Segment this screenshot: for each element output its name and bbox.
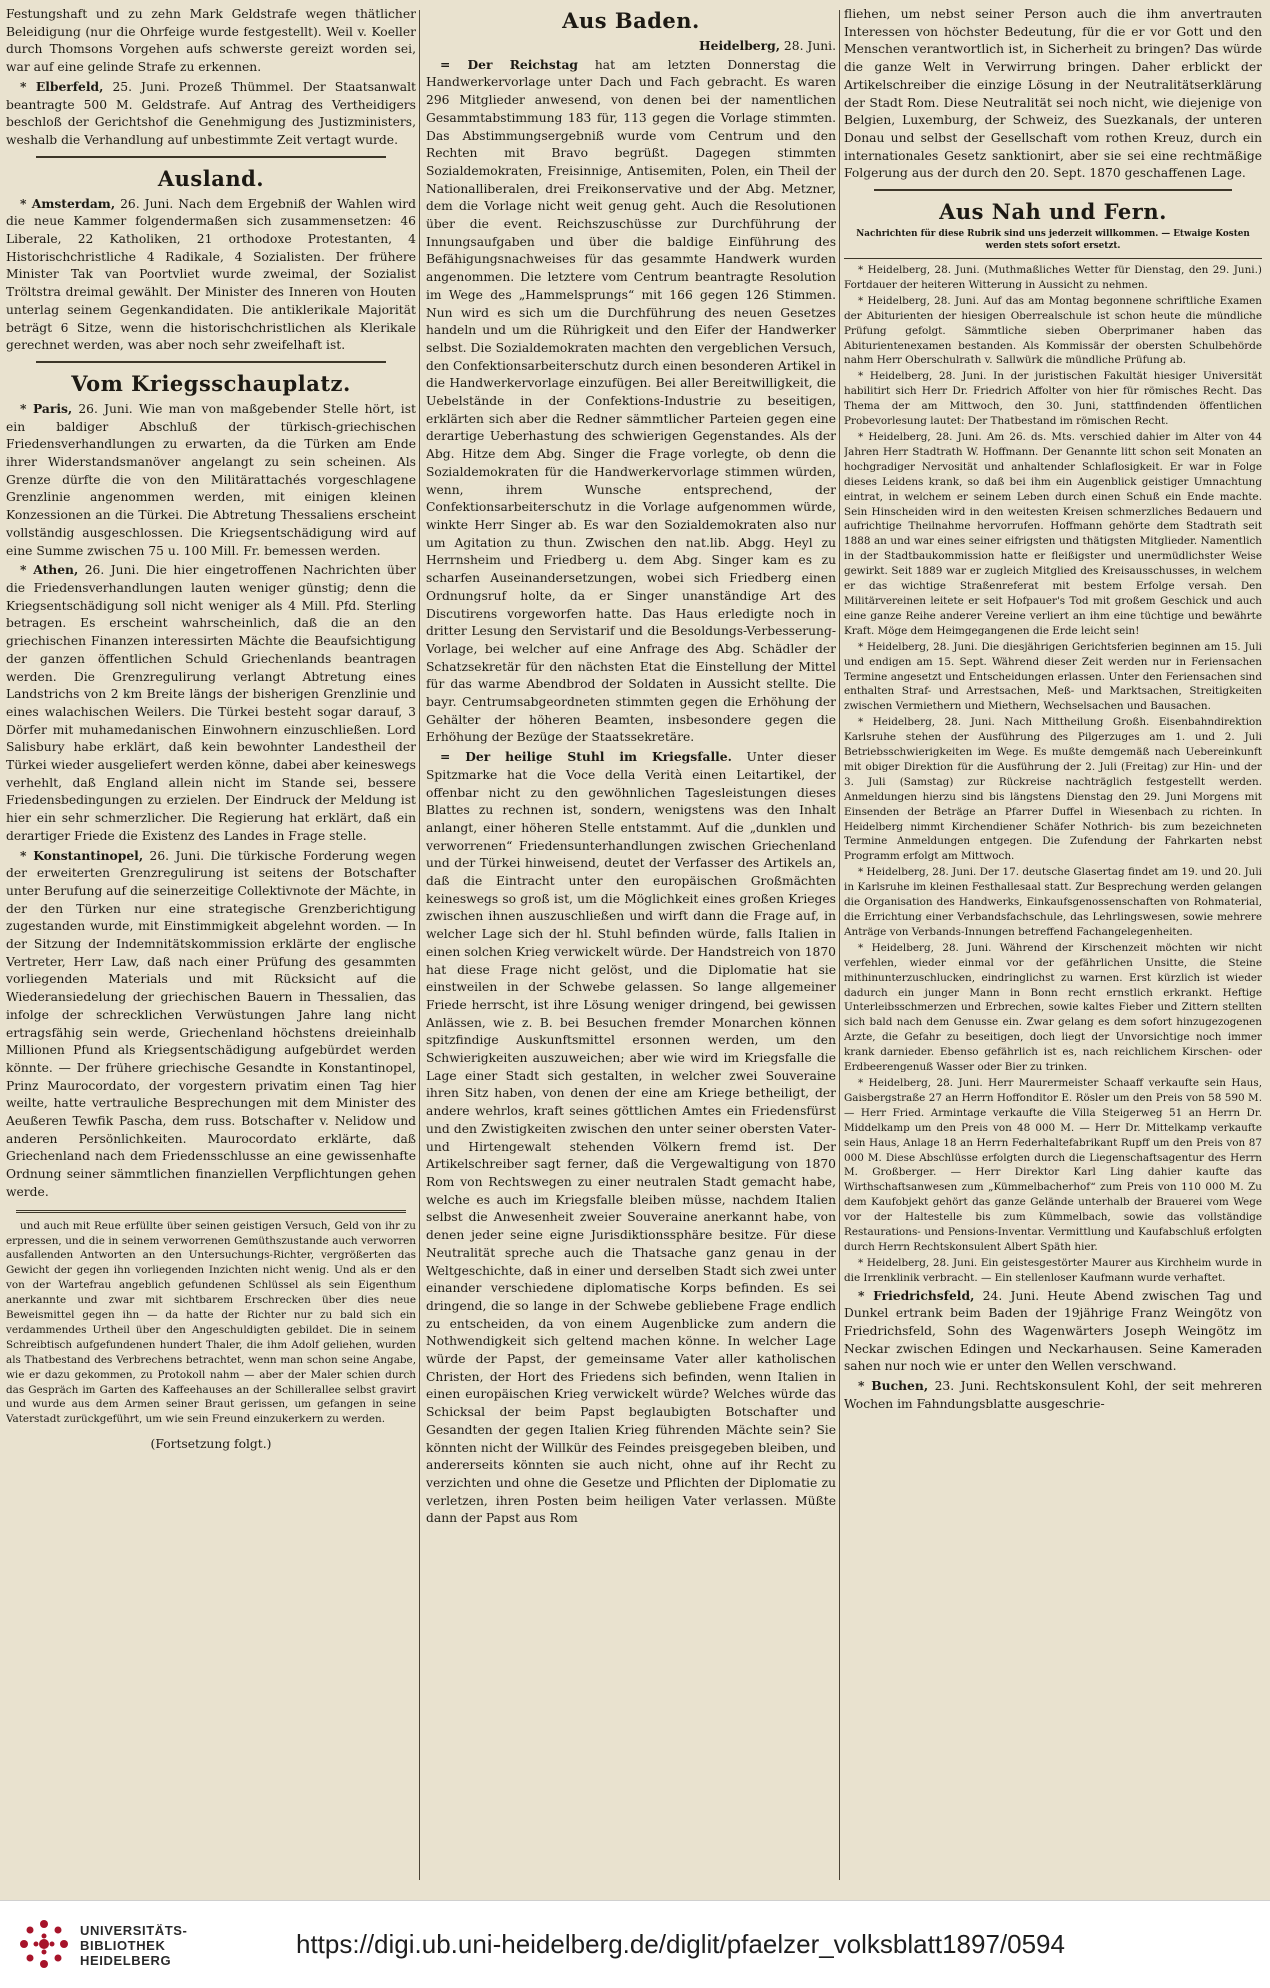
article-text: 26. Juni. Die türkische Forderung wegen der erweiterten Grenzregulirung ist seitens der Botschafter unter Berufung auf die seinerzeitige Collektivnote der Mächte, in der den Türken nur eine strategische Grenzberichtigung zugestanden wurde, mit Einstimmigkeit abgelehnt worden. — In der Sitzung der Indemnitätskommission erklärte der englische Vertreter, Herr Law, daß nach einer Prüfung des gesammten vorliegenden Materials und mit Rücksicht auf die Wiederansiedelung der griechischen Bauern in Thessalien, das infolge der schrecklichen Verwüstungen Jahre lang nicht ertragsfähig sein werde, Griechenland höchstens dreieinhalb Millionen Pfund als Kriegsentschädigung aufgebürdet werden könnte. — Der frühere griechische Gesandte in Konstantinopel, Prinz Maurocordato, der vorgestern privatim einen Tag hier weilte, hatte vertrauliche Besprechungen mit dem Minister des Aeußeren Tewfik Pascha, dem russ. Botschafter v. Nelidow und anderen Persönlichkeiten. Maurocordato erklärte, daß Griechenland nach dem Friedensschlusse an eine gewissenhafte Ordnung seiner sämmtlichen finanziellen Verpflichtungen gehen werde. [6, 848, 416, 1199]
divider [874, 189, 1232, 191]
column-left [6, 6, 416, 1886]
divider [36, 361, 386, 363]
library-name [80, 1923, 187, 1968]
news-item: * Heidelberg, 28. Juni. Am 26. ds. Mts. verschied dahier im Alter von 44 Jahren Herr Stadtrath W. Hoffmann. Der Genannte litt schon seit Monaten an hochgradiger Nervosität und anhaltender Schlaflosigkeit. Er war in Folge dieses Leidens krank, so daß bei ihm ein Augenblick geistiger Umnachtung eintrat, in welchem er seinem Leben durch einen Schuß ein Ende machte. Sein Hinscheiden wird in den weitesten Kreisen schmerzliches Bedauern und aufrichtige Theilnahme hervorrufen. Hoffmann gehörte dem Stadtrath seit 1888 an und war eines seiner eifrigsten und thätigsten Mitglieder. Namentlich in der Stadtbaukommission hatte er fleißigster und unermüdlichster Weise gewirkt. Seit 1889 war er zugleich Mitglied des Kreisausschusses, in welchem er das wichtige Straßenreferat mit bestem Erfolge versah. Den Militärvereinen leitete er seit Hofpauer's Tod mit großem Geschick und auch eine ganze Reihe anderer Vereine verliert an ihm eine tüchtige und bewährte Kraft. Möge dem Heimgegangenen die Erde leicht sein! [844, 431, 1262, 637]
news-item: * Heidelberg, 28. Juni. (Muthmaßliches Wetter für Dienstag, den 29. Juni.) Fortdauer der heiteren Witterung in Aussicht zu nehmen. [844, 264, 1262, 291]
article-continuation: fliehen, um nebst seiner Person auch die ihm anvertrauten Interessen von höchster Bedeutung, für die er vor Gott und den Menschen verantwortlich ist, in Sicherheit zu bringen? Das würde die ganze Welt in Verwirrung bringen. Daher erblickt der Artikelschreiber die einzige Lösung in der Neutralitätserklärung der Stadt Rom. Diese Neutralität sei noch nicht, wie diejenige von Belgien, Luxemburg, der Schweiz, des Suezkanals, der unteren Donau und selbst der Gesellschaft vom rothen Kreuz, durch ein internationales Gesetz sanktionirt, aber sie sei eine rechtmäßige Folgerung aus der durch den 20. Sept. 1870 geschaffenen Lage. [844, 7, 1262, 181]
library-name-line: BIBLIOTHEK [80, 1938, 166, 1953]
dateline-amsterdam: * Amsterdam, [20, 195, 116, 211]
dateline-city: Heidelberg, [699, 38, 780, 53]
column-rule [839, 10, 840, 1880]
article-heiliger-stuhl [426, 748, 836, 1528]
section-note: Nachrichten für diese Rubrik sind uns jederzeit willkommen. — Etwaige Kosten werden stets sofort ersetzt. [856, 229, 1250, 252]
article-paris [6, 400, 416, 560]
divider [36, 156, 386, 158]
article-text: 26. Juni. Die hier eingetroffenen Nachrichten über die Friedensverhandlungen lauten weniger günstig; denn die Kriegsentschädigung soll nicht weniger als 4 Mill. Pfd. Sterling betragen. Es erscheint wahrscheinlich, daß die an den griechischen Finanzen interessirten Mächte die Beaufsichtigung der ganzen öffentlichen Schuld Griechenlands beantragen werden. Die Grenzregulirung verlangt Abtretung eines Landstrichs von 2 km Breite längs der bisherigen Grenzlinie und eines walachischen Weilers. Die Türkei besteht sogar darauf, 3 Dörfer mit muhamedanischen Einwohnern einzuschließen. Lord Salisbury habe erklärt, daß kein bewohnter Landestheil der Türkei wieder ausgeliefert werden könne, dabei aber keineswegs verhehlt, daß England allein nicht im Stande sei, bessere Friedensbedingungen zu erzielen. Der Eindruck der Meldung ist hier ein sehr schmerzlicher. Die Regierung hat erklärt, daß ein derartiger Friede die Existenz des Landes in Frage stelle. [6, 563, 416, 843]
divider [844, 258, 1262, 259]
library-name-line: HEIDELBERG [80, 1953, 172, 1968]
article-lead: = Der heilige Stuhl im Kriegsfalle. [440, 749, 732, 765]
dateline-elberfeld: * Elberfeld, [20, 78, 104, 94]
article-konstantinopel [6, 847, 416, 1202]
news-item: * Heidelberg, 28. Juni. Nach Mittheilung Großh. Eisenbahndirektion Karlsruhe stehen der Ausführung des Pilgerzuges am 1. und 2. Juli Betriebsschwierigkeiten im Wege. Es mußte demgemäß nach Uebereinkunft mit obiger Direktion für die Ausführung der 2. Juli (Freitag) zur Hin- und der 3. Juli (Samstag) zur Rückreise nachträglich festgestellt werden. Anmeldungen hierzu sind bis längstens Dienstag den 29. Juni Morgens mit Einsenden der Beträge an Pfarrer Duffel in Wiesenbach zu richten. In Heidelberg nimmt Kirchendiener Schäfer Nothrich- bis zum bezeichneten Termine Anmeldungen entgegen. Die Zufendung der Fahrkarten nebst Programm erfolgt am Mittwoch. [844, 716, 1262, 863]
article-lead: = Der Reichstag [440, 56, 579, 72]
news-item-buchen [844, 1377, 1262, 1413]
article-reichstag [426, 56, 836, 747]
dateline-date: 28. Juni. [783, 39, 836, 53]
article-amsterdam [6, 195, 416, 355]
section-title-ausland: Ausland. [157, 165, 265, 191]
column-middle [426, 6, 836, 1886]
dateline-athen: * Athen, [20, 562, 79, 578]
continuation-note: (Fortsetzung folgt.) [150, 1437, 272, 1452]
article-text: hat am letzten Donnerstag die Handwerkervorlage unter Dach und Fach gebracht. Es waren 296 Mitglieder anwesend, von denen bei der namentlichen Gesammtabstimmung 183 für, 113 gegen die Vorlage stimmten. Das Abstimmungsergebniß wurde vom Centrum und den Rechten mit Bravo begrüßt. Dagegen stimmten Sozialdemokraten, Freisinnige, Antisemiten, Polen, ein Theil der Nationalliberalen, drei Freikonservative und der Abg. Metzner, dem die Vorlage nicht weit genug geht. Auch die Resolutionen über die event. Reichszuschüsse zur Durchführung der Innungsaufgaben und über die baldige Einführung des Befähigungsnachweises für das gesammte Handwerk wurden angenommen. Die letztere vom Centrum beantragte Resolution im Wege des „Hammelsprungs“ mit 166 gegen 126 Stimmen. Nun wird es sich um die Durchführung des neuen Gesetzes handeln und um die Rührigkeit und den Eifer der Handwerker selbst. Die Sozialdemokraten machten den vergeblichen Versuch, den Confektionsarbeiterschutz durch einen besonderen Artikel in die Handwerkervorlage einzufügen. Bei aller Bereitwilligkeit, die Uebelstände in der Confektions-Industrie zu beseitigen, erklärten sich aber die Redner sämmtlicher Parteien gegen eine derartige Ueberhastung des schwierigen Gegenstandes. Als der Abg. Hitze dem Abg. Singer die Frage vorlegte, ob denn die Sozialdemokraten für die Handwerkervorlage stimmen würden, wenn, ihrem Wunsche entsprechend, der Confektionsarbeiterschutz in die Vorlage aufgenommen würde, winkte Herr Singer ab. Es war den Sozialdemokraten also nur um Agitation zu thun. Zwischen den nat.lib. Abgg. Heyl zu Herrnsheim und Friedberg u. dem Abg. Singer kam es zu scharfen Auseinandersetzungen, wobei sich Friedberg einen Ordnungsruf holte, da er Singer unanständige Art des Discutirens vorgeworfen hatte. Das Haus erledigte noch in dritter Lesung den Servistarif und die Besoldungs-Verbesserung-Vorlage, bei welcher auf eine Anfrage des Abg. Schädler der Schatzsekretär für den nächsten Etat die Einstellung der Mittel für das warme Abendbrod der Soldaten in Aussicht stellte. Die bayr. Centrumsabgeordneten stimmten gegen die Erhöhung der Gehälter der höheren Beamten, insbesondere gegen die Erhöhung der Bezüge der Staatssekretäre. [426, 57, 836, 745]
feuilleton-text: und auch mit Reue erfüllte über seinen geistigen Versuch, Geld von ihr zu erpressen, und die in seinem verworrenen Gemüthszustande auch verworren ausfallenden Antworten an den Untersuchungs-Richter, vergrößerten das Gewicht der gegen ihn vorliegenden Inzichten nicht wenig. Und als er den von der Wartefrau angeblich gefundenen Schlüssel als sein Eigenthum anerkannte und zwar mit sichtbarem Erschrecken über dies neue Beweismittel gegen ihn — da hatte der Richter nur zu bald sich ein verdammendes Urtheil über den Angeschuldigten gebildet. Die in seinem Schreibtisch aufgefundenen hundert Thaler, die ihm Adolf geliehen, wurden als Thatbestand des Verbrechens betrachtet, wenn man schon seine Angabe, wie er dazu gekommen, zu Protokoll nahm — aber der Maler schien durch das Gespräch im Garten des Kaffeehauses an der Schillerallee selbst gravirt und wurde aus dem Armen seiner Braut gerissen, um gefangen in seine Vaterstadt zurückgeführt, um wie sein Freund einzukerkern zu werden. [6, 1219, 416, 1426]
feuilleton-divider [16, 1210, 406, 1213]
library-footer [0, 1900, 1270, 1988]
news-item: * Heidelberg, 28. Juni. Herr Maurermeister Schaaff verkaufte sein Haus, Gaisbergstraße 27 an Herrn Hoffonditor E. Rösler um den Preis von 58 590 M. — Herr Fried. Armintage verkaufte die Villa Steigerweg 51 an Herrn Dr. Middelkamp um den Preis von 48 000 M. — Herr Dr. Mittelkamp verkaufte sein Haus, Anlage 18 an Herrn Federhaltefabrikant Rupff um den Preis von 87 000 M. Diese Abschlüsse erfolgten durch die Liegenschaftsagentur des Herrn M. Großberger. — Herr Direktor Karl Ling dahier kaufte das Wirthschaftsanwesen zum „Kümmelbacherhof“ zum Preis von 110 000 M. Zu dem Kaufobjekt gehört das ganze Gelände unterhalb der Brauerei vom Wege vor der Haltestelle bis zum Kümmelbach, sowie das vollständige Restaurations- und Pensions-Inventar. Vermittlung und Kaufabschluß erfolgten durch Herrn Rechtskonsulent Albert Späth hier. [844, 1076, 1262, 1253]
news-item: * Heidelberg, 28. Juni. In der juristischen Fakultät hiesiger Universität habilitirt sich Herr Dr. Friedrich Affolter von hier für römisches Recht. Das Thema der am Mittwoch, den 30. Juni, stattfindenden öffentlichen Probevorlesung lautet: Der Thatbestand im römischen Recht. [844, 370, 1262, 428]
article-text: 26. Juni. Wie man von maßgebender Stelle hört, ist ein baldiger Abschluß der türkisch-griechischen Friedensverhandlungen zu erwarten, da die Türken am Ende ihrer Widerstandsmanöver angelangt zu sein scheinen. Als Grenze dürfte die von den Militärattachés vorgeschlagene Grenzlinie angenommen werden, mit einigen kleinen Konzessionen an die Türkei. Die Abtretung Thessaliens erscheint vollständig ausgeschlossen. Die Kriegsentschädigung wird auf eine Summe zwischen 75 u. 100 Mill. Fr. bemessen werden. [6, 401, 416, 558]
article-text: 26. Juni. Nach dem Ergebniß der Wahlen wird die neue Kammer folgendermaßen sich zusammensetzen: 46 Liberale, 22 Katholiken, 21 orthodoxe Protestanten, 4 Historischchristliche 4 Radikale, 4 Sozialisten. Der frühere Minister Tak van Poortvliet wurde zweimal, der Sozialist Tröltstra dreimal gewählt. Der Minister des Inneren von Houten unterlag seinem Gegenkandidaten. Die antiklerikale Majorität beträgt 6 Sitze, wenn die historischchristlichen als Klerikale gerechnet werden, was aber noch sehr zweifelhaft ist. [6, 196, 416, 353]
section-title-baden: Aus Baden. [562, 8, 700, 33]
section-dateline [426, 37, 836, 56]
permalink-url[interactable]: https://digi.ub.uni-heidelberg.de/diglit/pfaelzer_volksblatt1897/0594 [296, 1929, 1065, 1959]
column-rule [419, 10, 420, 1880]
dateline-konstantinopel: * Konstantinopel, [20, 847, 144, 863]
article-elberfeld [6, 78, 416, 150]
news-item: * Heidelberg, 28. Juni. Die diesjährigen Gerichtsferien beginnen am 15. Juli und endigen am 15. Sept. Während dieser Zeit werden nur in Feriensachen Termine angesetzt und Entscheidungen erlassen. Unter den Feriensachen sind enthalten Straf- und Arrestsachen, Meß- und Marktsachen, Streitigkeiten zwischen Vermiethern und Miethern, Wechselsachen und Bausachen. [844, 640, 1262, 713]
article-text: 23. Juni. Rechtskonsulent Kohl, der seit mehreren Wochen im Fahndungsblatte ausgeschrie- [844, 1379, 1262, 1411]
section-title-kriegsschauplatz: Vom Kriegsschauplatz. [71, 370, 351, 396]
article-text: Unter dieser Spitzmarke hat die Voce della Verità einen Leitartikel, der offenbar nicht zu den gewöhnlichen Tagesleistungen dieses Blattes zu rechnen ist, sondern, wenigstens was den Inhalt anlangt, einer höheren Stelle entstammt. Auf die „dunklen und verworrenen“ Friedensunterhandlungen zwischen Griechenland und der Türkei hinweisend, deutet der Verfasser des Artikels an, daß die Eintracht unter den europäischen Großmächten keineswegs so groß ist, um die Möglichkeit eines großen Krieges zwischen ihnen auszuschließen und wirft dann die Frage auf, in welcher Lage sich der hl. Stuhl befinden würde, falls Italien in einen solchen Krieg verwickelt würde. Der Handstreich von 1870 hat diese Frage nicht gelöst, und die Diplomatie hat sie einstweilen in der Schwebe gelassen. So lange allgemeiner Friede herrscht, ist ihre Lösung weniger dringend, bei gewissen Anlässen, wie z. B. bei Besuchen fremder Monarchen können spitzfindige Auskunftsmittel ersonnen werden, um den Schwierigkeiten auszuweichen; aber wie wird im Kriegsfalle die Lage einer Stadt sich gestalten, in welcher zwei Souveraine ihren Sitz haben, von denen der eine am Kriege betheiligt, der andere wehrlos, kraft seines göttlichen Amtes ein Friedensfürst und den Zwistigkeiten zwischen den unter seiner obersten Vater- und Hirtengewalt stehenden Völkern fremd ist. Der Artikelschreiber sagt ferner, daß die Vergewaltigung von 1870 Rom von Rechtswegen zu einer neutralen Stadt gemacht habe, welche es auch im Kriegsfalle bleiben müsse, nachdem Italien selbst die Anwesenheit zweier Souveraine anerkannt habe, von denen jeder seine eigne Jurisdiktionssphäre besitze. Für diese Neutralität spreche auch die Thatsache ganz genau in der Weltgeschichte, daß in einer und derselben Stadt sich zwei unter einander verschiedene diplomatische Korps befinden. Es sei dringend, die so lange in der Schwebe gebliebene Frage endlich zu entscheiden, da von einem Augenblicke zum andern die Nothwendigkeit sich geltend machen könne. In welcher Lage würde der Papst, der gemeinsame Vater aller katholischen Christen, der Hort des Friedens sich befinden, wenn Italien in einen europäischen Krieg verwickelt würde? Welches würde das Schicksal der beim Papst beglaubigten Botschafter und Gesandten der gegen Italien Krieg führenden Mächte sein? Sie könnten nicht der Willkür des Feindes preisgegeben bleiben, und andererseits könnten sie auch nicht, ohne auf ihr Recht zu verzichten und ohne die Gesetze und Pflichten der Diplomatie zu verletzen, ihren Posten beim heiligen Vater verlassen. Müßte dann der Papst aus Rom [426, 750, 836, 1526]
section-title-nah-und-fern: Aus Nah und Fern. [939, 199, 1167, 225]
news-item: * Heidelberg, 28. Juni. Ein geistesgestörter Maurer aus Kirchheim wurde in die Irrenklinik verbracht. — Ein stellenloser Kaufmann wurde verhaftet. [844, 1256, 1262, 1284]
news-item: * Heidelberg, 28. Juni. Der 17. deutsche Glasertag findet am 19. und 20. Juli in Karlsruhe im kleinen Festhallesaal statt. Zur Besprechung werden gelangen die Organisation des Handwerks, Einkaufsgenossenschaften von Rohmaterial, die Errichtung einer Verbandsfachschule, das Lehrlingswesen, sowie mehrere Anträge von Verbands-Innungen betreffend Fachangelegenheiten. [844, 866, 1262, 938]
dateline-buchen: * Buchen, [858, 1378, 929, 1394]
column-right [844, 6, 1262, 1886]
university-library-logo-icon [18, 1918, 70, 1970]
article-athen [6, 561, 416, 845]
article-continuation: Festungshaft und zu zehn Mark Geldstrafe wegen thätlicher Beleidigung (nur die Ohrfeige wurde festgestellt). Weil v. Koeller durch Thomsons Vorgehen aufs schwerste gereizt worden sei, war auf eine gelinde Strafe zu erkennen. [6, 7, 416, 75]
news-item-friedrichsfeld [844, 1287, 1262, 1377]
article-text: 25. Juni. Prozeß Thümmel. Der Staatsanwalt beantragte 500 M. Geldstrafe. Auf Antrag des Vertheidigers beschloß der Gerichtshof die Genehmigung des Justizministers, weshalb die Verhandlung auf unbestimmte Zeit vertagt wurde. [6, 79, 416, 147]
article-text: 24. Juni. Heute Abend zwischen Tag und Dunkel ertrank beim Baden der 19jährige Franz Weingötz von Friedrichsfeld, Sohn des Wagenwärters Joseph Weingötz im Neckar zwischen Edingen und Neckarhausen. Seine Kameraden sahen nur noch wie er unter den Wellen verschwand. [844, 1288, 1262, 1374]
dateline-paris: * Paris, [20, 400, 73, 416]
library-name-line: UNIVERSITÄTS- [80, 1923, 188, 1938]
news-item: * Heidelberg, 28. Juni. Während der Kirschenzeit möchten wir nicht verfehlen, wieder einmal vor der gefährlichen Unsitte, die Steine mithinunterzuschlucken, eindringlichst zu warnen. Erst kürzlich ist wieder dadurch ein junger Mann in Bonn recht ernstlich erkrankt. Heftige Unterleibsschmerzen und Erbrechen, sowie kaltes Fieber und Zittern stellten sich bald nach dem Genusse ein. Zwar gelang es dem sofort hinzugezogenen Arzte, die Gefahr zu beseitigen, doch liegt der Unvorsichtige noch immer krank darnieder. Ebenso gefährlich ist es, nach reichlichem Kirschen- oder Erdbeerengenuß Wasser oder Bier zu trinken. [844, 941, 1262, 1074]
dateline-friedrichsfeld: * Friedrichsfeld, [858, 1287, 975, 1303]
news-item: * Heidelberg, 28. Juni. Auf das am Montag begonnene schriftliche Examen der Abiturienten der hiesigen Oberrealschule ist schon heute die mündliche Prüfung gefolgt. Sämmtliche sieben Oberprimaner haben das Abiturientenexamen bestanden. Als Kommissär der obersten Schulbehörde nahm Herr Oberschulrath v. Sallwürk die mündliche Prüfung ab. [844, 294, 1262, 367]
